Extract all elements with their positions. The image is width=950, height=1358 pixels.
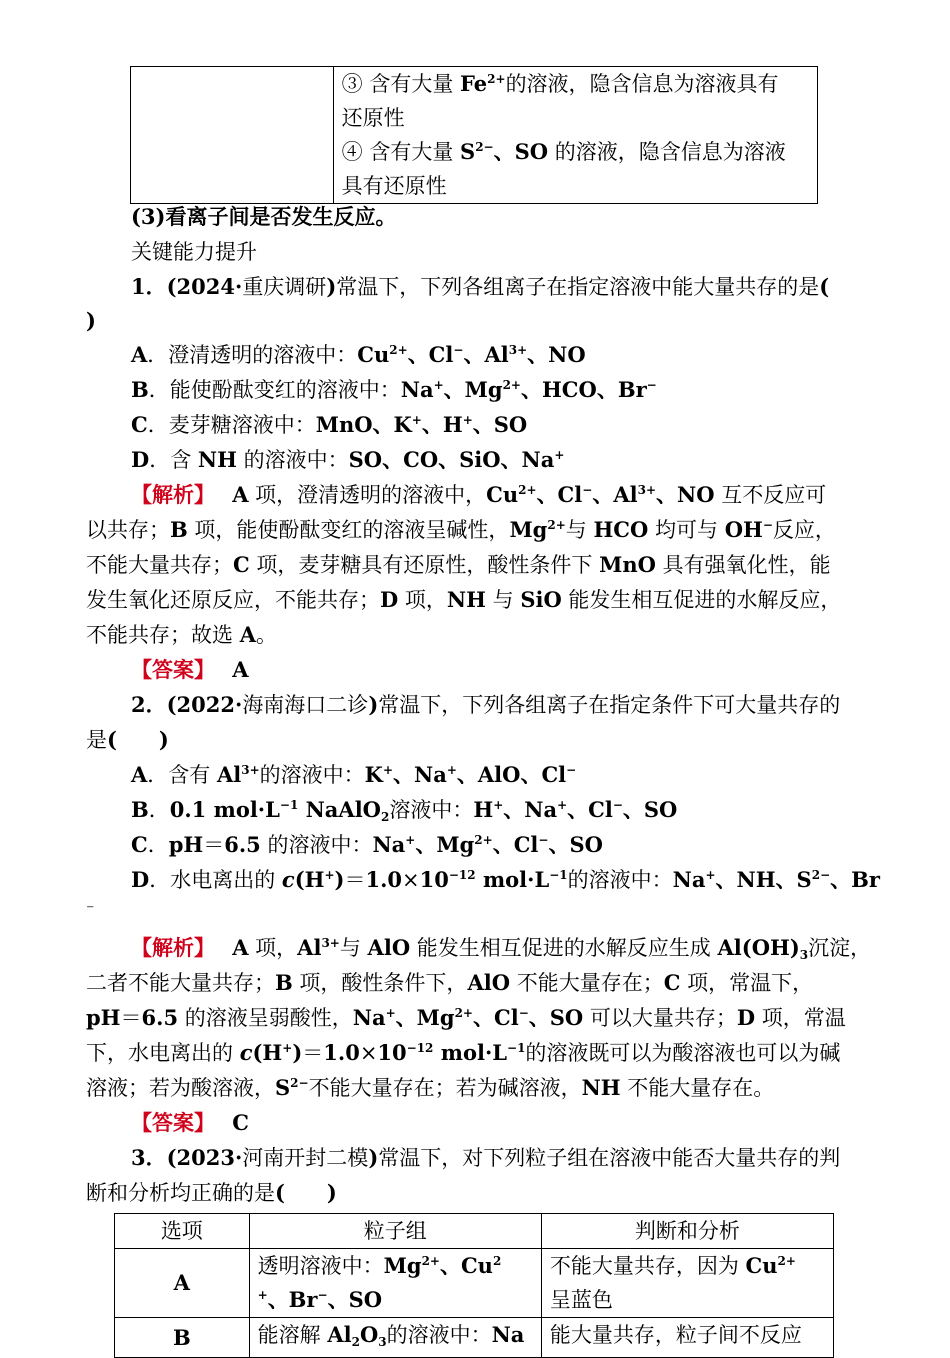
top-table-left-cell	[131, 67, 334, 204]
q1-stem-line-1: 1．(2024·重庆调研)常温下，下列各组离子在指定溶液中能大量共存的是(	[131, 274, 830, 299]
top-table-line-4: 具有还原性	[341, 174, 447, 198]
top-table-right-cell	[333, 67, 817, 204]
q2-stem-line-2: 是( )	[86, 727, 169, 752]
q2-answer	[131, 1106, 249, 1140]
q2-option-d: D．水电离出的 $c(H^+)=1.0\times 10^{-12}$ $mol\cdot L^{-1}$的溶液中：Na+、NH、$S^{2-}$、Br	[131, 867, 880, 892]
q3-row-b-judgement: 能大量共存，粒子间不反应	[541, 1318, 833, 1358]
q2-answer-tag: 【答案】	[131, 1110, 205, 1135]
q2-analysis-line-2: 二者不能大量共存；B 项，酸性条件下，AlO 不能大量存在；C 项，常温下，	[86, 970, 814, 995]
q2-analysis-line-1: 【解析】 A 项，$Al^{3+}$与 AlO 能发生相互促进的水解反应生成 $Al(OH)_3$沉淀，	[131, 935, 872, 962]
q1-option-c: C．麦芽糖溶液中：MnO、K+、H+、SO	[131, 412, 528, 437]
q3-header-particles: 粒子组	[249, 1214, 541, 1249]
q1-option-b: B．能使酚酞变红的溶液中：Na+、$Mg^{2+}$、HCO、Br−	[131, 377, 657, 402]
top-table-line-3: ④ 含有大量 $S^{2-}$、SO 的溶液，隐含信息为溶液	[341, 139, 786, 164]
section-heading: 关键能力提升	[131, 240, 257, 264]
q1-analysis-line-5: 不能共存；故选 A。	[86, 622, 277, 647]
q3-row-a-judgement	[541, 1249, 833, 1318]
q2-option-a: A．含有 $Al^{3+}$的溶液中：K+、Na+、AlO、Cl−	[131, 762, 577, 787]
q1-option-d: D．含 NH 的溶液中：SO、CO、SiO、Na+	[131, 447, 565, 472]
q2-option-b: B．0.1 $mol\cdot L^{-1}$ NaAlO$_2$溶液中：H+、Na+、Cl−、SO	[131, 797, 678, 824]
q2-stem-line-1: 2．(2022·海南海口二诊)常温下，下列各组离子在指定条件下可大量共存的	[131, 692, 841, 717]
q1-analysis-line-1: 【解析】 A 项，澄清透明的溶液中，$Cu^{2+}$、Cl−、$Al^{3+}$、NO 互不反应可	[131, 482, 827, 507]
q3-row-a-judgement-line-1: 不能大量共存，因为 $Cu^{2+}$	[549, 1253, 796, 1278]
q1-stem-line-2: )	[86, 308, 96, 333]
q2-analysis-line-3: pH＝6.5 的溶液呈弱酸性，Na+、$Mg^{2+}$、Cl−、SO 可以大量共存；D 项，常温	[86, 1005, 846, 1030]
q3-row-a-particles-line-1: 透明溶液中：$Mg^{2+}$、Cu$^2$	[257, 1253, 502, 1278]
q3-stem-line-1: 3．(2023·河南开封二模)常温下，对下列粒子组在溶液中能否大量共存的判	[131, 1145, 841, 1170]
q2-option-d-cont: ⁻	[86, 900, 95, 919]
top-table	[130, 66, 818, 204]
q1-answer-value: A	[232, 657, 249, 682]
q3-row-a-particles	[249, 1249, 541, 1318]
q2-option-c: C．pH＝6.5 的溶液中：Na+、$Mg^{2+}$、Cl−、SO	[131, 832, 603, 857]
q3-row-a-particles-line-2: +、Br−、SO	[257, 1287, 383, 1312]
top-table-line-1: ③ 含有大量 $Fe^{2+}$的溶液，隐含信息为溶液具有	[341, 71, 779, 96]
q1-answer-tag: 【答案】	[131, 657, 205, 682]
q3-row-b-option: B	[115, 1318, 250, 1358]
intro-line-3: (3)看离子间是否发生反应。	[131, 204, 397, 229]
q1-analysis-line-4: 发生氧化还原反应，不能共存；D 项，NH 与 SiO 能发生相互促进的水解反应，	[86, 587, 842, 612]
q3-row-a-option: A	[115, 1249, 250, 1318]
q3-row-b-particles: 能溶解 $Al_2O_3$的溶液中：Na	[249, 1318, 541, 1358]
q3-stem-line-2: 断和分析均正确的是( )	[86, 1180, 337, 1205]
q1-answer	[131, 653, 248, 687]
q3-header-option: 选项	[115, 1214, 250, 1249]
q2-answer-value: C	[232, 1110, 249, 1135]
q2-analysis-line-4: 下，水电离出的 $c(H^+)=1.0\times 10^{-12}$ $mol\cdot L^{-1}$的溶液既可以为酸溶液也可以为碱	[86, 1040, 841, 1065]
q2-analysis-line-5: 溶液；若为酸溶液，$S^{2-}$不能大量存在；若为碱溶液，NH 不能大量存在。	[86, 1075, 775, 1100]
q3-row-a-judgement-line-2: 呈蓝色	[549, 1288, 613, 1312]
q2-analysis-tag: 【解析】	[131, 935, 205, 960]
q1-analysis-line-3: 不能大量共存；C 项，麦芽糖具有还原性，酸性条件下 MnO 具有强氧化性，能	[86, 552, 831, 577]
q1-analysis-tag: 【解析】	[131, 482, 205, 507]
top-table-line-2: 还原性	[341, 106, 405, 130]
q1-analysis-line-2: 以共存；B 项，能使酚酞变红的溶液呈碱性，$Mg^{2+}$与 HCO 均可与 OH−反应，	[86, 517, 836, 542]
q3-header-judgement: 判断和分析	[541, 1214, 833, 1249]
q3-table	[114, 1213, 834, 1358]
q1-option-a: A．澄清透明的溶液中：$Cu^{2+}$、Cl−、$Al^{3+}$、NO	[131, 342, 586, 367]
